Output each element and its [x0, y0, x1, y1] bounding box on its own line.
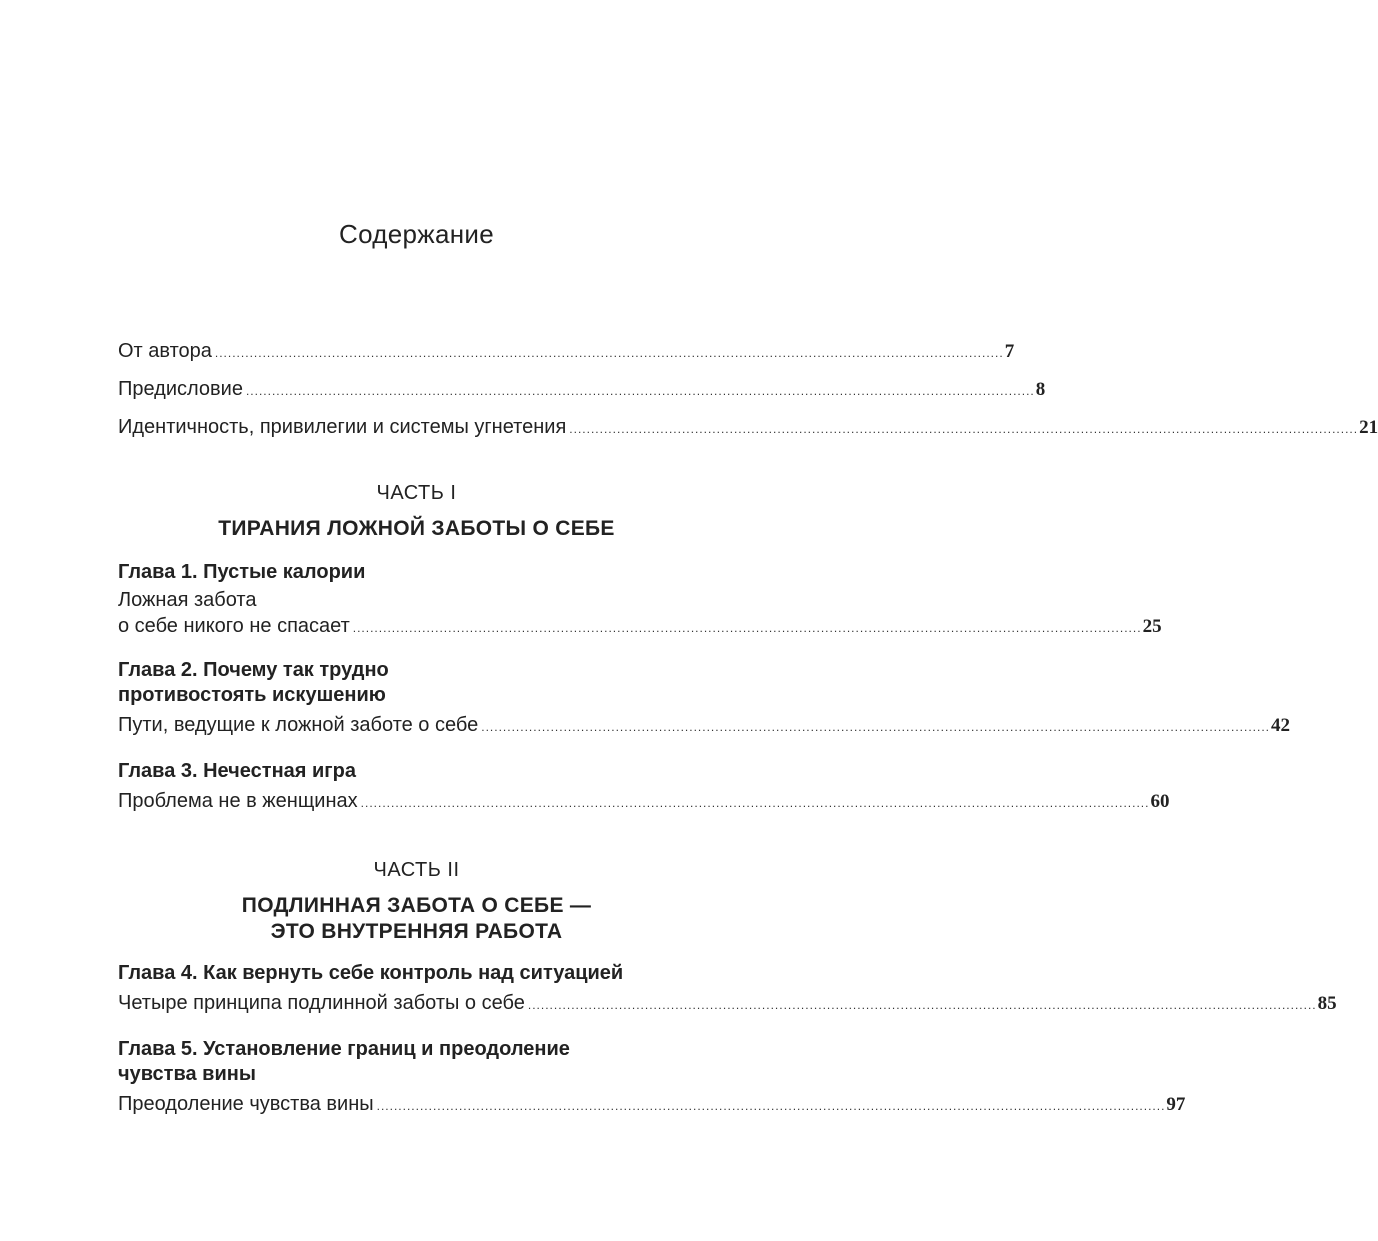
chapter-heading-cont[interactable]: чувства вины — [118, 1063, 256, 1085]
entry-title: о себе никого не спасает — [118, 615, 350, 637]
leader-dots: ...................................................................................................................................................................................... — [481, 720, 1271, 734]
entry-title: Четыре принципа подлинной заботы о себе — [118, 992, 525, 1014]
entry-title: Предисловие — [118, 378, 243, 400]
entry-title: Преодоление чувства вины — [118, 1093, 374, 1115]
part-label: ЧАСТЬ II — [373, 859, 460, 881]
chapter-2 — [118, 658, 1291, 738]
page-title: Содержание — [339, 219, 494, 249]
part-title: ПОДЛИННАЯ ЗАБОТА О СЕБЕ — — [241, 894, 592, 917]
toc-entry[interactable] — [118, 613, 1162, 639]
chapter-5 — [118, 1037, 1186, 1117]
chapter-4 — [118, 961, 1337, 1016]
chapter-heading[interactable]: Глава 4. Как вернуть себе контроль над ситуацией — [118, 962, 624, 984]
chapter-heading[interactable]: Глава 2. Почему так трудно — [118, 659, 389, 681]
leader-dots: ...................................................................................................................................................................................... — [245, 384, 1035, 398]
leader-dots: ...................................................................................................................................................................................... — [376, 1099, 1166, 1113]
chapter-3 — [118, 759, 1170, 814]
toc-entry[interactable] — [118, 338, 1015, 364]
toc-entry[interactable] — [118, 990, 1337, 1016]
leader-dots: ...................................................................................................................................................................................... — [352, 621, 1142, 635]
chapter-heading[interactable]: Глава 1. Пустые калории — [118, 561, 366, 583]
toc-entry[interactable] — [118, 1091, 1186, 1117]
page-number: 97 — [1166, 1094, 1186, 1115]
page-number: 60 — [1150, 791, 1170, 812]
leader-dots: ...................................................................................................................................................................................... — [569, 422, 1359, 436]
chapter-subtitle: Ложная забота — [118, 589, 257, 611]
page-number: 7 — [1004, 341, 1015, 362]
toc-entry[interactable] — [118, 376, 1046, 402]
page-number: 85 — [1317, 993, 1337, 1014]
toc-front-matter — [118, 338, 1378, 440]
chapter-heading[interactable]: Глава 5. Установление границ и преодоление — [118, 1038, 570, 1060]
page-number: 21 — [1359, 417, 1378, 438]
entry-title: Идентичность, привилегии и системы угнетения — [118, 416, 567, 438]
entry-title: Проблема не в женщинах — [118, 790, 358, 812]
leader-dots: ...................................................................................................................................................................................... — [360, 796, 1150, 810]
toc-entry[interactable] — [118, 414, 1378, 440]
leader-dots: ...................................................................................................................................................................................... — [527, 998, 1317, 1012]
page-number: 25 — [1142, 616, 1162, 637]
chapter-heading[interactable]: Глава 3. Нечестная игра — [118, 760, 356, 782]
entry-title: Пути, ведущие к ложной заботе о себе — [118, 714, 479, 736]
part-label: ЧАСТЬ I — [376, 482, 457, 504]
toc-entry[interactable] — [118, 788, 1170, 814]
chapter-heading-cont[interactable]: противостоять искушению — [118, 684, 386, 706]
entry-title: От автора — [118, 340, 212, 362]
chapter-1 — [118, 560, 1162, 639]
leader-dots: ...................................................................................................................................................................................... — [214, 346, 1004, 360]
part-title-cont: ЭТО ВНУТРЕННЯЯ РАБОТА — [270, 920, 563, 943]
page-number: 42 — [1271, 715, 1291, 736]
part-title: ТИРАНИЯ ЛОЖНОЙ ЗАБОТЫ О СЕБЕ — [218, 517, 615, 540]
toc-entry[interactable] — [118, 712, 1291, 738]
page-number: 8 — [1035, 379, 1046, 400]
